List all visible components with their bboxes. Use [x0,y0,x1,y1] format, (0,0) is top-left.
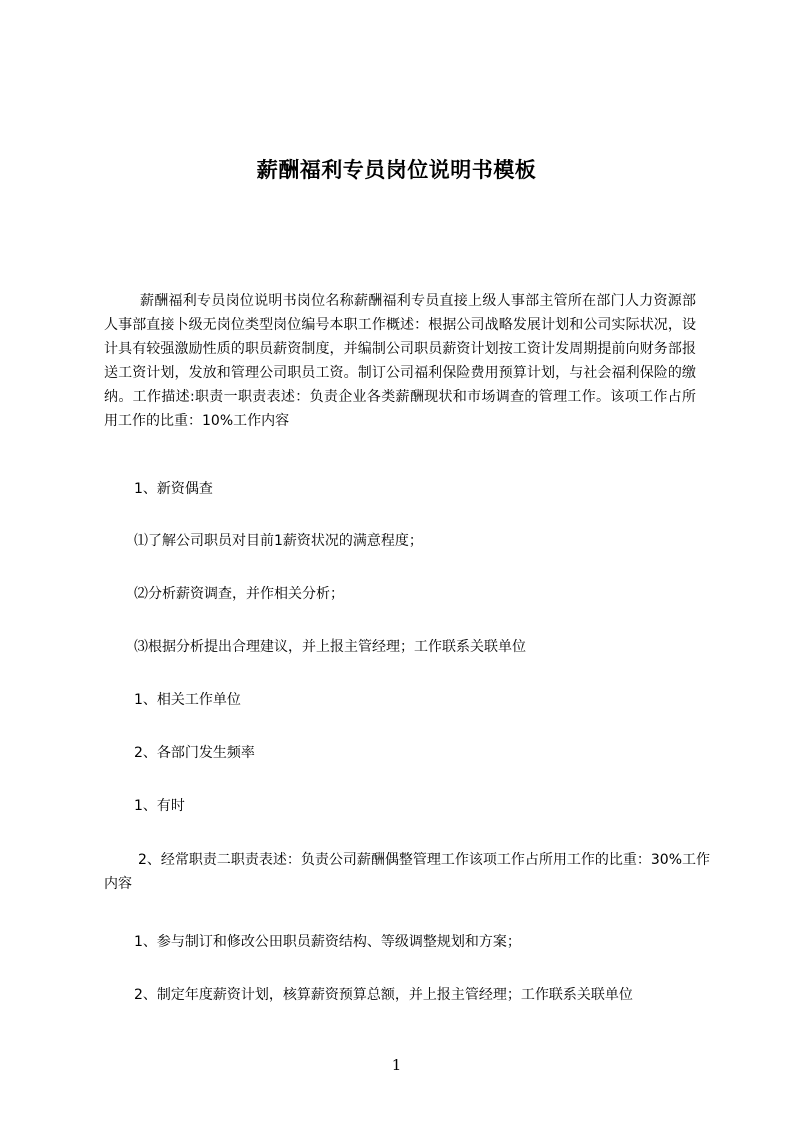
content-paragraph: 2、经常职责二职责表述：负责公司薪酬偶整管理工作该项工作占所用工作的比重：30%工作内容 [104,852,711,892]
page-number: 1 [391,1056,402,1074]
content-line: 1、参与制订和修改公田职员薪资结构、等级调整规划和方案； [134,934,521,950]
content-line: 1、有时 [134,798,185,814]
content-line: ⑶根据分析提出合理建议，并上报主管经理；工作联系关联单位 [134,639,526,655]
content-line: 2、各部门发生频率 [134,745,255,761]
page-title: 薪酬福利专员岗位说明书模板 [256,158,537,183]
content-line: 1、新资偶查 [134,481,213,497]
content-line: 1、相关工作单位 [134,692,241,708]
content-line: ⑵分析薪资调查，并作相关分析； [134,586,344,602]
content-line: ⑴了解公司职员对目前1薪资状况的满意程度； [134,533,423,549]
intro-paragraph: 薪酬福利专员岗位说明书岗位名称薪酬福利专员直接上级人事部主管所在部门人力资源部人事部直接卜级无岗位类型岗位编号本职工作概述：根据公司战略发展计划和公司实际状况，设计具有较强激励性质的职员薪资制度，并编制公司职员薪资计划按工资计发周期提前向财务部报送工资计划，发放和管理公司职员工资。制订公司福利保险费用预算计划，与社会福利保险的缴纳。工作描述:职责一职责表述：负责企业各类薪酬现状和市场调查的管理工作。该项工作占所用工作的比重：10%工作内容 [104,293,696,429]
content-line: 2、制定年度薪资计划，核算薪资预算总额，并上报主管经理；工作联系关联单位 [134,987,633,1003]
